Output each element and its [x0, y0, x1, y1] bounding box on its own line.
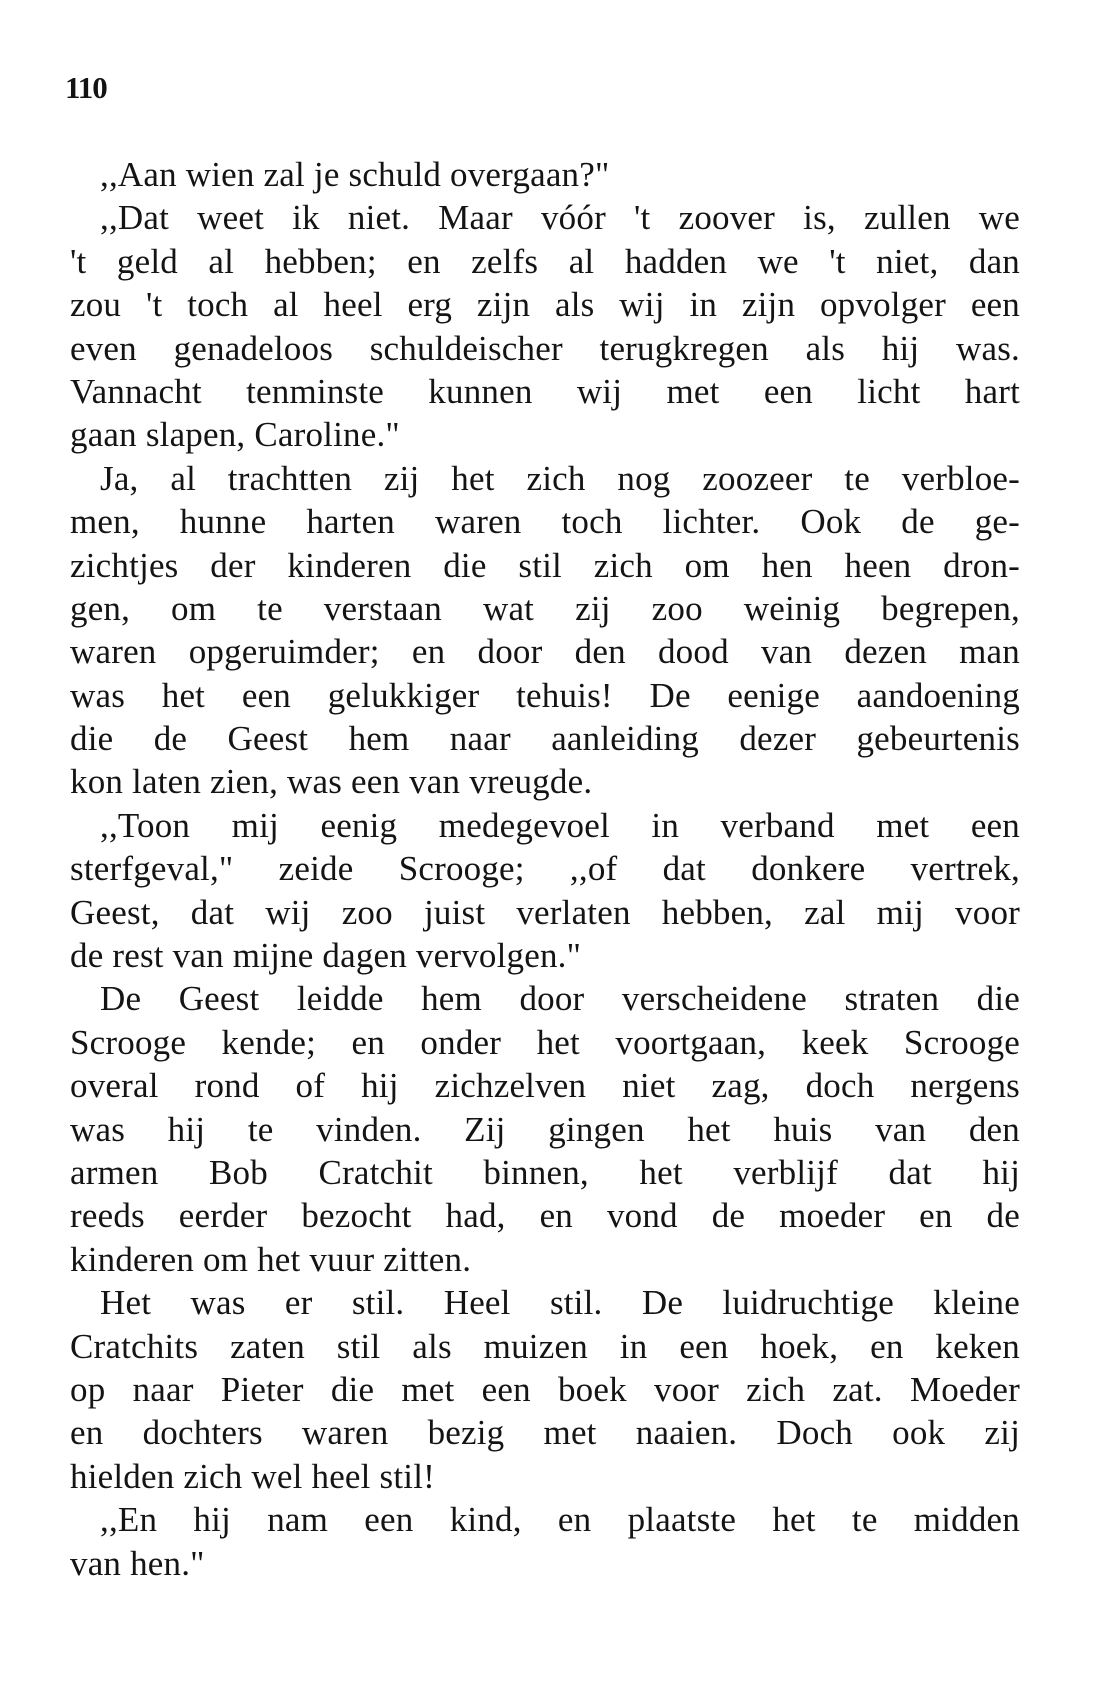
text-line: de rest van mijne dagen vervolgen.": [70, 936, 582, 976]
text-line: gaan slapen, Caroline.": [70, 415, 400, 455]
text-line: Scrooge kende; en onder het voortgaan, keek Scrooge: [70, 1022, 1020, 1062]
text-line: Geest, dat wij zoo juist verlaten hebben, zal mij voor: [70, 892, 1020, 932]
text-line: even genadeloos schuldeischer terugkregen als hij was.: [70, 328, 1020, 368]
text-line: sterfgeval," zeide Scrooge; ,,of dat donkere vertrek,: [70, 849, 1020, 889]
text-line: Vannacht tenminste kunnen wij met een licht hart: [70, 371, 1020, 411]
text-line: waren opgeruimder; en door den dood van dezen man: [70, 632, 1020, 672]
text-line: men, hunne harten waren toch lichter. Ook de ge-: [70, 502, 1020, 542]
text-line: van hen.": [70, 1543, 205, 1583]
text-line: ,,En hij nam een kind, en plaatste het te midden: [100, 1500, 1020, 1540]
text-line: Het was er stil. Heel stil. De luidruchtige kleine: [100, 1283, 1020, 1323]
text-line: Ja, al trachtten zij het zich nog zoozeer te verbloe-: [100, 458, 1020, 498]
paragraph: [70, 457, 1020, 804]
text-line: overal rond of hij zichzelven niet zag, doch nergens: [70, 1066, 1020, 1106]
paragraph: [70, 153, 1020, 196]
text-line: was het een gelukkiger tehuis! De eenige aandoening: [70, 675, 1020, 715]
text-line: kon laten zien, was een van vreugde.: [70, 762, 593, 802]
body-text: [70, 153, 1020, 1585]
text-line: was hij te vinden. Zij gingen het huis van den: [70, 1109, 1020, 1149]
paragraph: [70, 1281, 1020, 1498]
text-line: reeds eerder bezocht had, en vond de moeder en de: [70, 1196, 1020, 1236]
text-line: Cratchits zaten stil als muizen in een hoek, en keken: [70, 1326, 1020, 1366]
text-line: zou 't toch al heel erg zijn als wij in zijn opvolger een: [70, 285, 1020, 325]
text-line: kinderen om het vuur zitten.: [70, 1239, 472, 1279]
text-line: zichtjes der kinderen die stil zich om hen heen dron-: [70, 545, 1020, 585]
paragraph: [70, 977, 1020, 1281]
paragraph: [70, 1498, 1020, 1585]
text-line: ,,Aan wien zal je schuld overgaan?": [100, 155, 610, 194]
paragraph: [70, 196, 1020, 456]
text-line: armen Bob Cratchit binnen, het verblijf dat hij: [70, 1152, 1020, 1192]
text-line: en dochters waren bezig met naaien. Doch ook zij: [70, 1413, 1020, 1453]
text-line: hielden zich wel heel stil!: [70, 1456, 435, 1496]
text-line: gen, om te verstaan wat zij zoo weinig begrepen,: [70, 588, 1020, 628]
page-number: 110: [65, 70, 107, 105]
paragraph: [70, 804, 1020, 978]
text-line: op naar Pieter die met een boek voor zich zat. Moeder: [70, 1369, 1020, 1409]
text-line: De Geest leidde hem door verscheidene straten die: [100, 979, 1020, 1019]
text-line: ,,Toon mij eenig medegevoel in verband met een: [100, 805, 1020, 845]
text-line: ,,Dat weet ik niet. Maar vóór 't zoover is, zullen we: [100, 198, 1020, 238]
text-line: die de Geest hem naar aanleiding dezer gebeurtenis: [70, 719, 1020, 759]
text-line: 't geld al hebben; en zelfs al hadden we 't niet, dan: [70, 241, 1020, 281]
